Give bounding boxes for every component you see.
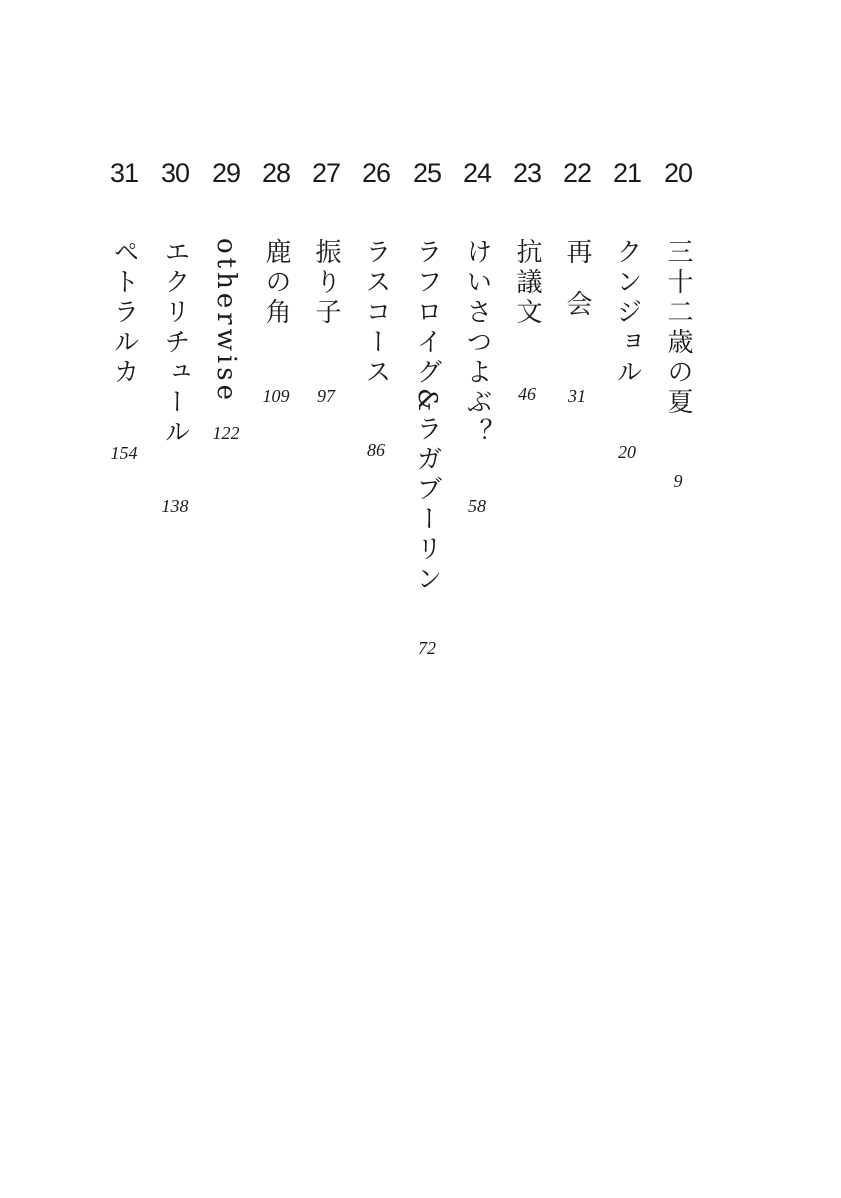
- chapter-title: ラフロイグ&ラガブーリン: [412, 238, 442, 596]
- chapter-number: 22: [562, 158, 592, 188]
- chapter-title: けいさつよぶ？: [462, 238, 492, 448]
- chapter-number: 24: [462, 158, 492, 188]
- toc-entry-20[interactable]: [653, 156, 703, 716]
- chapter-page-number: 20: [618, 442, 636, 462]
- chapter-title: 振り子: [311, 238, 341, 328]
- chapter-page-number: 154: [110, 443, 138, 463]
- chapter-page-number: 138: [161, 496, 189, 516]
- toc-entry-30[interactable]: [150, 156, 200, 716]
- chapter-title: 抗議文: [512, 238, 542, 328]
- chapter-number: 20: [663, 158, 693, 188]
- chapter-title: エクリチュール: [160, 238, 190, 448]
- chapter-page-number: 97: [317, 386, 335, 406]
- chapter-page-number: 109: [262, 386, 290, 406]
- chapter-title: ラスコース: [361, 238, 391, 388]
- chapter-number: 29: [211, 158, 241, 188]
- chapter-number: 28: [261, 158, 291, 188]
- toc-entry-31[interactable]: [99, 156, 149, 716]
- toc-entry-28[interactable]: [251, 156, 301, 716]
- chapter-page-number: 122: [212, 423, 240, 443]
- chapter-page-number: 72: [418, 638, 436, 658]
- chapter-page-number: 86: [367, 440, 385, 460]
- chapter-title: otherwise: [211, 238, 241, 404]
- toc-entry-29[interactable]: [201, 156, 251, 716]
- chapter-number: 21: [612, 158, 642, 188]
- chapter-page-number: 46: [518, 384, 536, 404]
- chapter-number: 27: [311, 158, 341, 188]
- toc-entry-23[interactable]: [502, 156, 552, 716]
- chapter-title: ペトラルカ: [109, 238, 139, 388]
- toc-entry-26[interactable]: [351, 156, 401, 716]
- chapter-page-number: 58: [468, 496, 486, 516]
- chapter-title: 鹿の角: [261, 238, 291, 328]
- chapter-title: 三十二歳の夏: [663, 238, 693, 418]
- toc-entry-22[interactable]: [552, 156, 602, 716]
- chapter-number: 31: [109, 158, 139, 188]
- chapter-number: 23: [512, 158, 542, 188]
- chapter-number: 25: [412, 158, 442, 188]
- chapter-page-number: 9: [673, 471, 683, 491]
- toc-entry-27[interactable]: [301, 156, 351, 716]
- toc-entry-25[interactable]: [402, 156, 452, 716]
- toc-entry-24[interactable]: [452, 156, 502, 716]
- chapter-number: 26: [361, 158, 391, 188]
- chapter-number: 30: [160, 158, 190, 188]
- chapter-title: 再会: [562, 238, 592, 342]
- chapter-title: クンジョル: [612, 238, 642, 388]
- toc-entry-21[interactable]: [602, 156, 652, 716]
- chapter-page-number: 31: [568, 386, 586, 406]
